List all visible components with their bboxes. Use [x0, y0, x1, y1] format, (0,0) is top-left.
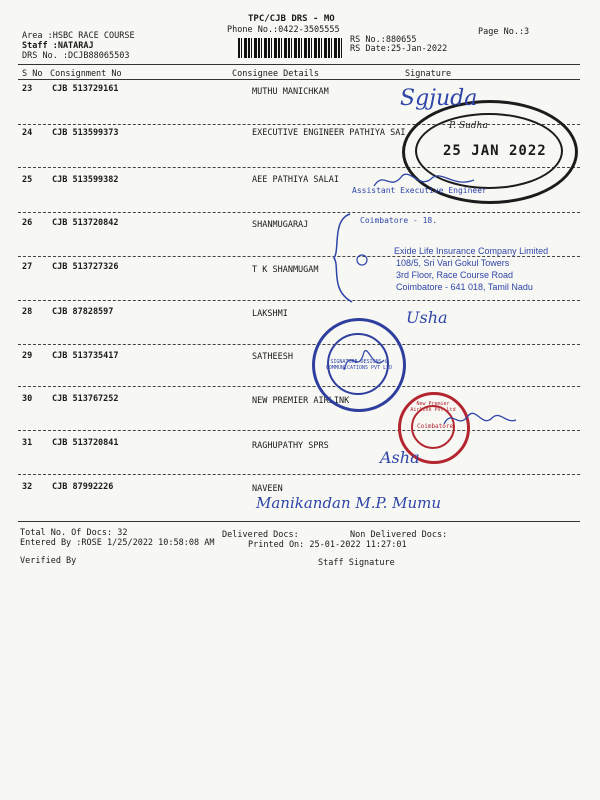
row-consignee: NAVEEN [252, 484, 283, 494]
page-number: Page No.:3 [478, 27, 530, 37]
premier-airlink-text: New Premier Airlink Pvt Ltd [410, 401, 456, 413]
rs-number: RS No.:880655 [350, 35, 417, 45]
row-sno: 31 [22, 438, 33, 448]
row-consignee: MUTHU MANICHKAM [252, 87, 329, 97]
pathiya-stamp-line1: Assistant Executive Engineer [352, 186, 487, 195]
column-divider [18, 79, 580, 80]
row-sno: 25 [22, 175, 33, 185]
column-signature: Signature [405, 69, 452, 79]
row-consignment: CJB 513735417 [52, 351, 119, 361]
phone-number: Phone No.:0422-3505555 [227, 25, 340, 35]
column-sno: S No [22, 69, 43, 79]
row-divider [18, 212, 580, 213]
signature-row-23: Sgjuda [400, 86, 478, 111]
brace-mark [320, 210, 380, 306]
signature-row-32: Manikandan M.P. Mumu [256, 494, 442, 512]
signature-scribble-30 [440, 404, 520, 434]
row-divider [18, 474, 580, 475]
row-consignment: CJB 513599382 [52, 175, 119, 185]
header-divider [18, 64, 580, 65]
area-label: Area :HSBC RACE COURSE [22, 31, 135, 41]
row-consignment: CJB 513767252 [52, 394, 119, 404]
column-consignee: Consignee Details [232, 69, 319, 79]
signature-row-31: Asha [380, 448, 420, 467]
row-sno: 26 [22, 218, 33, 228]
row-consignee: AEE PATHIYA SALAI [252, 175, 339, 185]
printed-on: Printed On: 25-01-2022 11:27:01 [248, 540, 407, 550]
row-divider [18, 300, 580, 301]
row-consignee: EXECUTIVE ENGINEER PATHIYA SAI [252, 128, 406, 138]
row-sno: 24 [22, 128, 33, 138]
drs-number: DRS No. :DCJB88065503 [22, 51, 130, 61]
delivered-docs: Delivered Docs: [222, 530, 299, 540]
date-stamp-date: 25 JAN 2022 [443, 143, 547, 159]
row-consignment: CJB 87828597 [52, 307, 114, 317]
staff-label: Staff :NATARAJ [22, 41, 94, 51]
signature-scribble-25 [370, 168, 480, 196]
row-consignment: CJB 513720841 [52, 438, 119, 448]
row-consignment: CJB 513720842 [52, 218, 119, 228]
premier-airlink-city: Coimbatore [417, 423, 454, 430]
date-stamp-initial: P. Sudha [449, 121, 488, 131]
row-consignment: CJB 87992226 [52, 482, 114, 492]
non-delivered-docs: Non Delivered Docs: [350, 530, 448, 540]
row-sno: 28 [22, 307, 33, 317]
pathiya-stamp-line2: Coimbatore - 18. [360, 216, 438, 225]
row-consignee: LAKSHMI [252, 309, 288, 319]
rs-date: RS Date:25-Jan-2022 [350, 44, 448, 54]
row-divider [18, 386, 580, 387]
row-consignment: CJB 513599373 [52, 128, 119, 138]
signature-scribble-29 [340, 342, 388, 378]
exide-stamp-line2: 108/5, Sri Vari Gokul Towers [396, 258, 510, 268]
row-sno: 32 [22, 482, 33, 492]
total-docs: Total No. Of Docs: 32 [20, 528, 128, 538]
row-consignee: NEW PREMIER AIRLINK [252, 396, 350, 406]
exide-stamp-line1: Exide Life Insurance Company Limited [394, 246, 549, 256]
company-circle-text: SIGNATURE DESIGNS & COMMUNICATIONS PVT LTD [325, 359, 393, 371]
row-sno: 30 [22, 394, 33, 404]
row-divider [18, 256, 580, 257]
exide-stamp-line3: 3rd Floor, Race Course Road [396, 270, 514, 280]
exide-stamp-line4: Coimbatore - 641 018, Tamil Nadu [396, 282, 533, 292]
signature-row-28: Usha [406, 308, 448, 327]
entered-by: Entered By :ROSE 1/25/2022 10:58:08 AM [20, 538, 215, 548]
row-consignee: RAGHUPATHY SPRS [252, 441, 329, 451]
barcode [238, 38, 342, 58]
row-consignment: CJB 513729161 [52, 84, 119, 94]
table-bottom-divider [18, 521, 580, 522]
row-sno: 27 [22, 262, 33, 272]
row-sno: 29 [22, 351, 33, 361]
column-consignment: Consignment No [50, 69, 122, 79]
row-consignee: T K SHANMUGAM [252, 265, 319, 275]
row-consignment: CJB 513727326 [52, 262, 119, 272]
row-divider [18, 344, 580, 345]
row-sno: 23 [22, 84, 33, 94]
verified-by: Verified By [20, 556, 77, 566]
row-consignee: SHANMUGARAJ [252, 220, 309, 230]
staff-signature-label: Staff Signature [318, 558, 395, 568]
row-consignee: SATHEESH [252, 352, 293, 362]
document-title: TPC/CJB DRS - MO [248, 14, 335, 24]
